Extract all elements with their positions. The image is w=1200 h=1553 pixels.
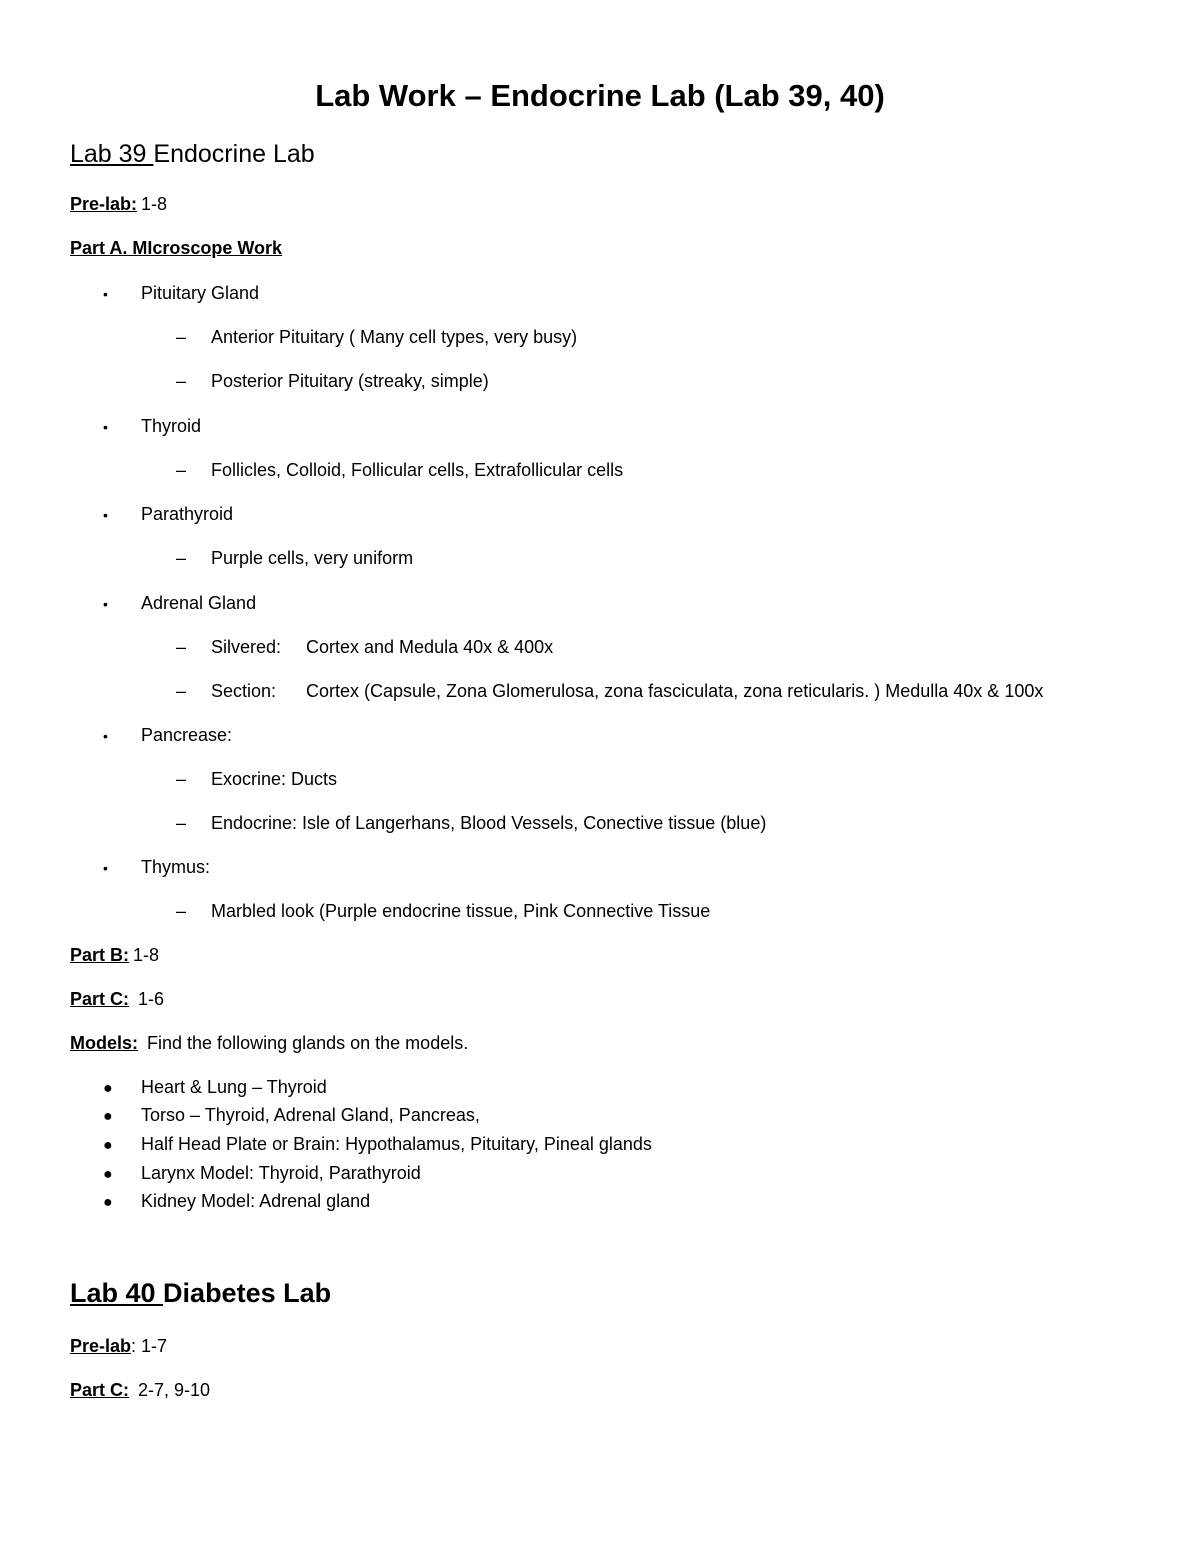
bullet-icon: •	[103, 419, 108, 435]
bullet-icon: ●	[103, 1080, 113, 1097]
bullet-icon: •	[103, 507, 108, 523]
sub-list-item-text: Exocrine: Ducts	[211, 769, 338, 789]
model-list-item	[103, 1189, 370, 1215]
list-item-text: Pituitary Gland	[141, 283, 260, 303]
sub-list-item	[176, 635, 553, 659]
list-item	[103, 281, 259, 306]
dash-icon: –	[176, 901, 187, 921]
lab40-partC-label: Part C:	[70, 1380, 130, 1400]
lab39-heading-text: Endocrine Lab	[153, 140, 315, 168]
lab40-heading-text: Diabetes Lab	[163, 1278, 332, 1308]
list-item	[103, 502, 233, 527]
bullet-icon: •	[103, 728, 108, 744]
bullet-icon: ●	[103, 1166, 113, 1183]
lab40-heading	[70, 1277, 331, 1309]
dash-icon: –	[176, 548, 187, 568]
lab40-partC-line	[70, 1378, 210, 1402]
sub-list-item-text: Marbled look (Purple endocrine tissue, Pink Connective Tissue	[211, 901, 711, 921]
sub-list-item	[176, 546, 413, 570]
model-list-item	[103, 1075, 327, 1101]
model-list-item-text: Torso – Thyroid, Adrenal Gland, Pancreas,	[141, 1105, 480, 1125]
lab39-heading	[70, 138, 315, 170]
bullet-icon: •	[103, 596, 108, 612]
model-list-item-text: Heart & Lung – Thyroid	[141, 1077, 327, 1097]
sub-list-item-text: Posterior Pituitary (streaky, simple)	[211, 371, 489, 391]
lab39-models-label: Models:	[70, 1033, 139, 1053]
bullet-icon: ●	[103, 1108, 113, 1125]
model-list-item	[103, 1161, 421, 1187]
sub-list-item-text: Endocrine: Isle of Langerhans, Blood Vessels, Conective tissue (blue)	[211, 813, 767, 833]
sub-list-item-text: Anterior Pituitary ( Many cell types, very busy)	[211, 327, 578, 347]
sub-list-item	[176, 369, 489, 393]
dash-icon: –	[176, 813, 187, 833]
dash-icon: –	[176, 371, 187, 391]
lab39-partC-value: 1-6	[133, 989, 165, 1009]
lab39-prelab-label: Pre-lab:	[70, 194, 138, 214]
list-item	[103, 591, 256, 616]
list-item-text: Parathyroid	[141, 504, 234, 524]
page-title: Lab Work – Endocrine Lab (Lab 39, 40)	[315, 78, 885, 113]
sub-list-item-text: Purple cells, very uniform	[211, 548, 414, 568]
list-item	[103, 723, 232, 748]
model-list-item-text: Half Head Plate or Brain: Hypothalamus, Pituitary, Pineal glands	[141, 1134, 652, 1154]
dash-icon: –	[176, 637, 187, 657]
lab39-models-line	[70, 1031, 468, 1055]
dash-icon: –	[176, 681, 187, 701]
model-list-item	[103, 1132, 652, 1158]
lab40-prelab-line	[70, 1334, 167, 1358]
sub-list-item-text: Follicles, Colloid, Follicular cells, Extrafollicular cells	[211, 460, 624, 480]
sub-list-item-label: Silvered:	[211, 637, 282, 657]
sub-list-item-text: Cortex (Capsule, Zona Glomerulosa, zona fasciculata, zona reticularis. ) Medulla 40x & 100x	[306, 681, 1044, 701]
lab39-models-value: Find the following glands on the models.	[142, 1033, 469, 1053]
sub-list-item	[176, 811, 766, 835]
bullet-icon: •	[103, 286, 108, 302]
lab39-partB-value: 1-8	[133, 945, 160, 965]
lab39-partA-line	[70, 236, 282, 260]
model-list-item	[103, 1103, 480, 1129]
lab40-heading-label: Lab 40	[70, 1278, 164, 1308]
list-item	[103, 855, 210, 880]
lab40-prelab-value: : 1-7	[131, 1336, 168, 1356]
lab39-partC-label: Part C:	[70, 989, 130, 1009]
dash-icon: –	[176, 769, 187, 789]
list-item-text: Pancrease:	[141, 725, 233, 745]
dash-icon: –	[176, 327, 187, 347]
lab39-partA-label: Part A. MIcroscope Work	[70, 238, 283, 258]
lab39-partB-line	[70, 943, 159, 967]
list-item-text: Thymus:	[141, 857, 211, 877]
sub-list-item	[176, 679, 1043, 703]
sub-list-item	[176, 325, 577, 349]
sub-list-item	[176, 899, 710, 923]
lab39-heading-label: Lab 39	[70, 140, 154, 168]
lab39-partC-line	[70, 987, 164, 1011]
sub-list-item	[176, 767, 337, 791]
model-list-item-text: Larynx Model: Thyroid, Parathyroid	[141, 1163, 421, 1183]
lab39-prelab-value: 1-8	[141, 194, 168, 214]
sub-list-item	[176, 458, 623, 482]
lab39-partB-label: Part B:	[70, 945, 130, 965]
list-item-text: Thyroid	[141, 416, 202, 436]
lab40-prelab-label: Pre-lab	[70, 1336, 132, 1356]
model-list-item-text: Kidney Model: Adrenal gland	[141, 1191, 371, 1211]
list-item-text: Adrenal Gland	[141, 593, 257, 613]
list-item	[103, 414, 201, 439]
lab40-partC-value: 2-7, 9-10	[133, 1380, 211, 1400]
sub-list-item-label: Section:	[211, 681, 277, 701]
lab39-prelab-line	[70, 192, 167, 216]
bullet-icon: ●	[103, 1137, 113, 1154]
bullet-icon: •	[103, 860, 108, 876]
sub-list-item-text: Cortex and Medula 40x & 400x	[306, 637, 554, 657]
bullet-icon: ●	[103, 1194, 113, 1211]
dash-icon: –	[176, 460, 187, 480]
